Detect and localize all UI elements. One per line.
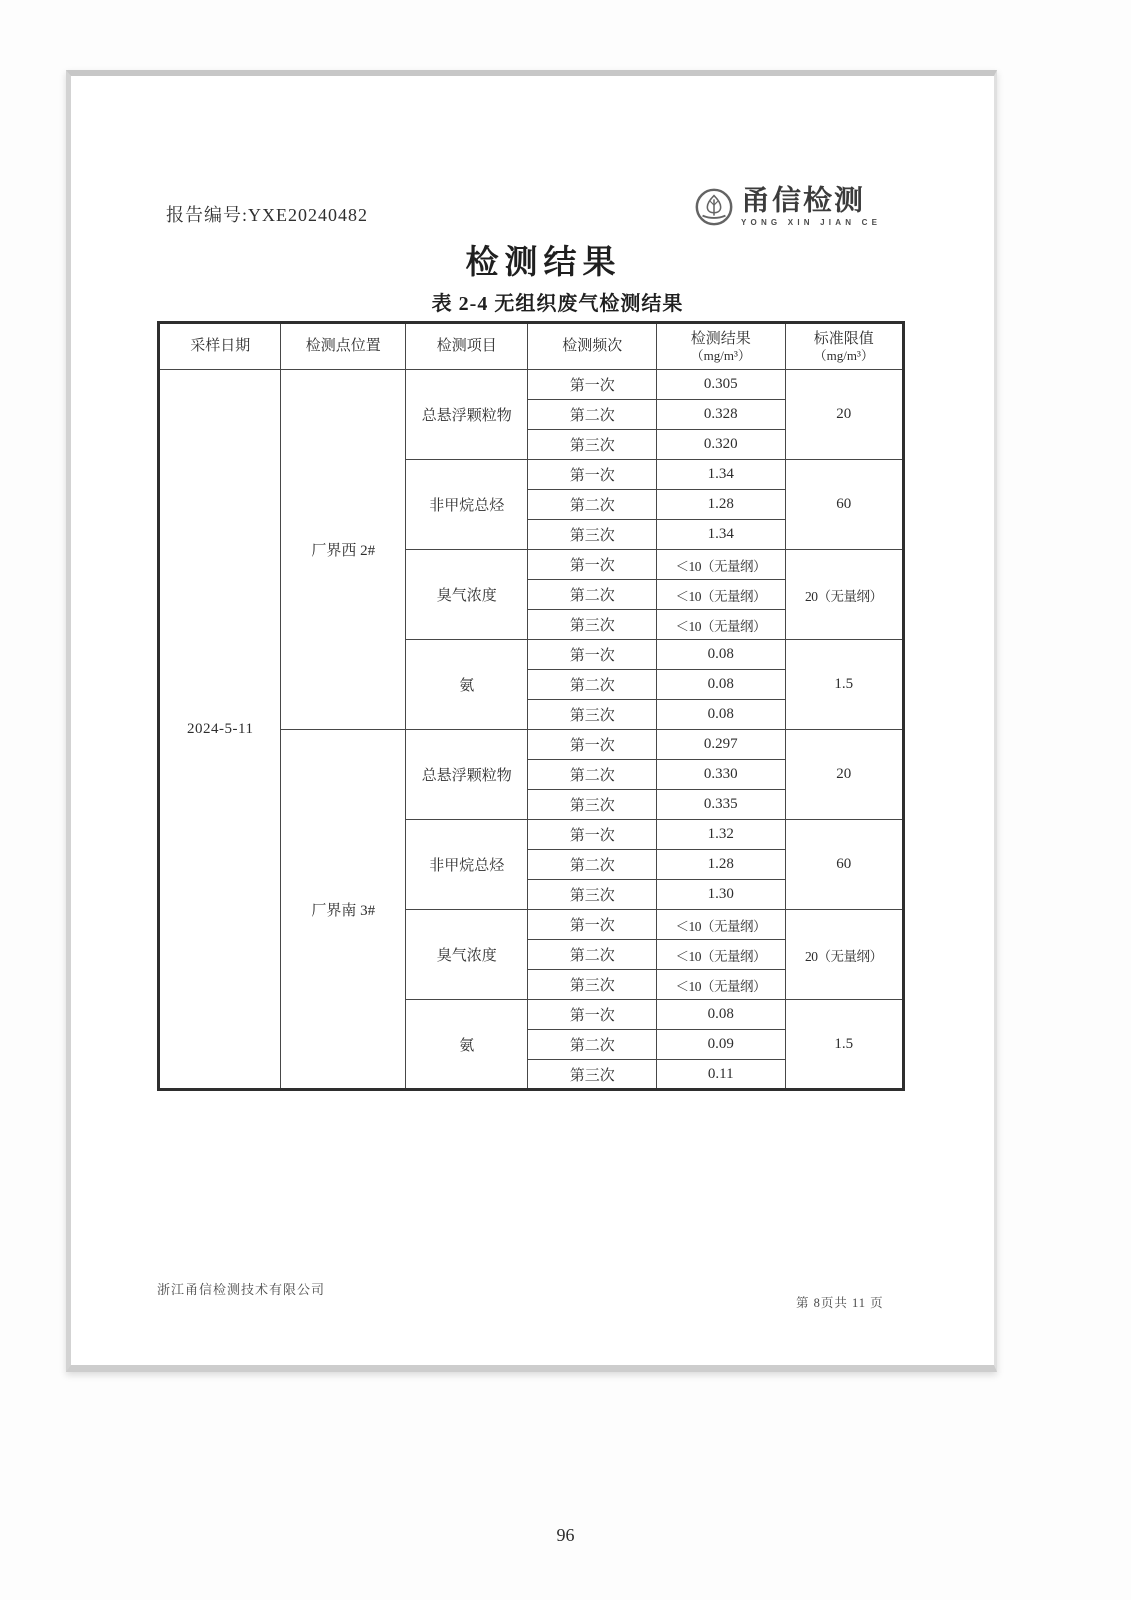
limit-cell: 20（无量纲） xyxy=(785,550,904,640)
table-row xyxy=(159,370,904,400)
result-cell: ＜10（无量纲） xyxy=(656,910,785,940)
location-cell: 厂界西 2# xyxy=(281,370,406,730)
frequency-cell: 第一次 xyxy=(528,1000,657,1030)
result-cell: 0.305 xyxy=(656,370,785,400)
company-logo xyxy=(693,186,881,228)
column-header-unit: （mg/m³） xyxy=(690,347,751,363)
column-header xyxy=(656,323,785,370)
frequency-cell: 第三次 xyxy=(528,970,657,1000)
result-cell: 0.328 xyxy=(656,400,785,430)
column-header-label: 检测频次 xyxy=(562,338,623,355)
frequency-cell: 第二次 xyxy=(528,1030,657,1060)
column-header xyxy=(281,323,406,370)
result-cell: 1.30 xyxy=(656,880,785,910)
frequency-cell: 第二次 xyxy=(528,400,657,430)
result-cell: 1.28 xyxy=(656,850,785,880)
column-header xyxy=(405,323,527,370)
report-page-content xyxy=(71,76,994,1365)
table-caption: 表 2-4 无组织废气检测结果 xyxy=(431,293,684,315)
frequency-cell: 第一次 xyxy=(528,820,657,850)
frequency-cell: 第二次 xyxy=(528,760,657,790)
column-header xyxy=(785,323,904,370)
result-cell: 0.08 xyxy=(656,1000,785,1030)
limit-cell: 20（无量纲） xyxy=(785,910,904,1000)
column-header-unit: （mg/m³） xyxy=(813,347,874,363)
result-cell: 1.28 xyxy=(656,490,785,520)
column-header-label: 采样日期 xyxy=(190,338,251,355)
frequency-cell: 第一次 xyxy=(528,460,657,490)
result-cell: 1.34 xyxy=(656,520,785,550)
frequency-cell: 第二次 xyxy=(528,670,657,700)
result-cell: 0.11 xyxy=(656,1060,785,1090)
column-header-label: 检测结果 xyxy=(690,330,751,347)
result-cell: ＜10（无量纲） xyxy=(656,970,785,1000)
results-table-body xyxy=(159,370,904,1090)
report-number: 报告编号:YXE20240482 xyxy=(166,205,368,225)
limit-cell: 60 xyxy=(785,820,904,910)
result-cell: 1.34 xyxy=(656,460,785,490)
limit-cell: 60 xyxy=(785,460,904,550)
frequency-cell: 第一次 xyxy=(528,550,657,580)
header-row xyxy=(159,323,904,370)
item-cell: 臭气浓度 xyxy=(405,910,527,1000)
result-cell: 0.330 xyxy=(656,760,785,790)
frequency-cell: 第三次 xyxy=(528,1060,657,1090)
result-cell: 0.297 xyxy=(656,730,785,760)
frequency-cell: 第一次 xyxy=(528,730,657,760)
result-cell: 0.08 xyxy=(656,670,785,700)
report-page xyxy=(66,70,997,1372)
column-header-label: 检测点位置 xyxy=(305,338,381,355)
location-cell: 厂界南 3# xyxy=(281,730,406,1090)
item-cell: 氨 xyxy=(405,640,527,730)
item-cell: 氨 xyxy=(405,1000,527,1090)
result-cell: ＜10（无量纲） xyxy=(656,610,785,640)
column-header-label: 标准限值 xyxy=(813,330,874,347)
frequency-cell: 第三次 xyxy=(528,880,657,910)
result-cell: 0.320 xyxy=(656,430,785,460)
result-cell: ＜10（无量纲） xyxy=(656,940,785,970)
document-page-number: 96 xyxy=(556,1525,575,1545)
frequency-cell: 第二次 xyxy=(528,940,657,970)
limit-cell: 20 xyxy=(785,730,904,820)
page-title: 检测结果 xyxy=(465,245,622,281)
column-header-label: 检测项目 xyxy=(436,338,497,355)
result-cell: ＜10（无量纲） xyxy=(656,580,785,610)
limit-cell: 20 xyxy=(785,370,904,460)
result-cell: 0.335 xyxy=(656,790,785,820)
item-cell: 总悬浮颗粒物 xyxy=(405,730,527,820)
result-cell: 0.08 xyxy=(656,640,785,670)
frequency-cell: 第三次 xyxy=(528,430,657,460)
frequency-cell: 第一次 xyxy=(528,370,657,400)
date-cell: 2024-5-11 xyxy=(159,370,281,1090)
result-cell: ＜10（无量纲） xyxy=(656,550,785,580)
item-cell: 非甲烷总烃 xyxy=(405,820,527,910)
results-table-head xyxy=(159,323,904,370)
column-header xyxy=(159,323,281,370)
frequency-cell: 第一次 xyxy=(528,640,657,670)
item-cell: 总悬浮颗粒物 xyxy=(405,370,527,460)
item-cell: 臭气浓度 xyxy=(405,550,527,640)
logo-text xyxy=(741,187,881,227)
results-table xyxy=(157,321,905,1091)
frequency-cell: 第三次 xyxy=(528,790,657,820)
frequency-cell: 第三次 xyxy=(528,610,657,640)
frequency-cell: 第三次 xyxy=(528,700,657,730)
result-cell: 0.08 xyxy=(656,700,785,730)
footer-company-name: 浙江甬信检测技术有限公司 xyxy=(157,1282,326,1297)
frequency-cell: 第一次 xyxy=(528,910,657,940)
frequency-cell: 第二次 xyxy=(528,580,657,610)
logo-name: 甬信检测 xyxy=(741,185,866,217)
logo-emblem-icon xyxy=(693,186,735,228)
footer-page-indicator: 第 8页共 11 页 xyxy=(796,1296,884,1310)
logo-tagline: YONG XIN JIAN CE xyxy=(741,218,882,227)
frequency-cell: 第二次 xyxy=(528,850,657,880)
limit-cell: 1.5 xyxy=(785,1000,904,1090)
result-cell: 0.09 xyxy=(656,1030,785,1060)
frequency-cell: 第二次 xyxy=(528,490,657,520)
frequency-cell: 第三次 xyxy=(528,520,657,550)
column-header xyxy=(528,323,657,370)
item-cell: 非甲烷总烃 xyxy=(405,460,527,550)
result-cell: 1.32 xyxy=(656,820,785,850)
limit-cell: 1.5 xyxy=(785,640,904,730)
